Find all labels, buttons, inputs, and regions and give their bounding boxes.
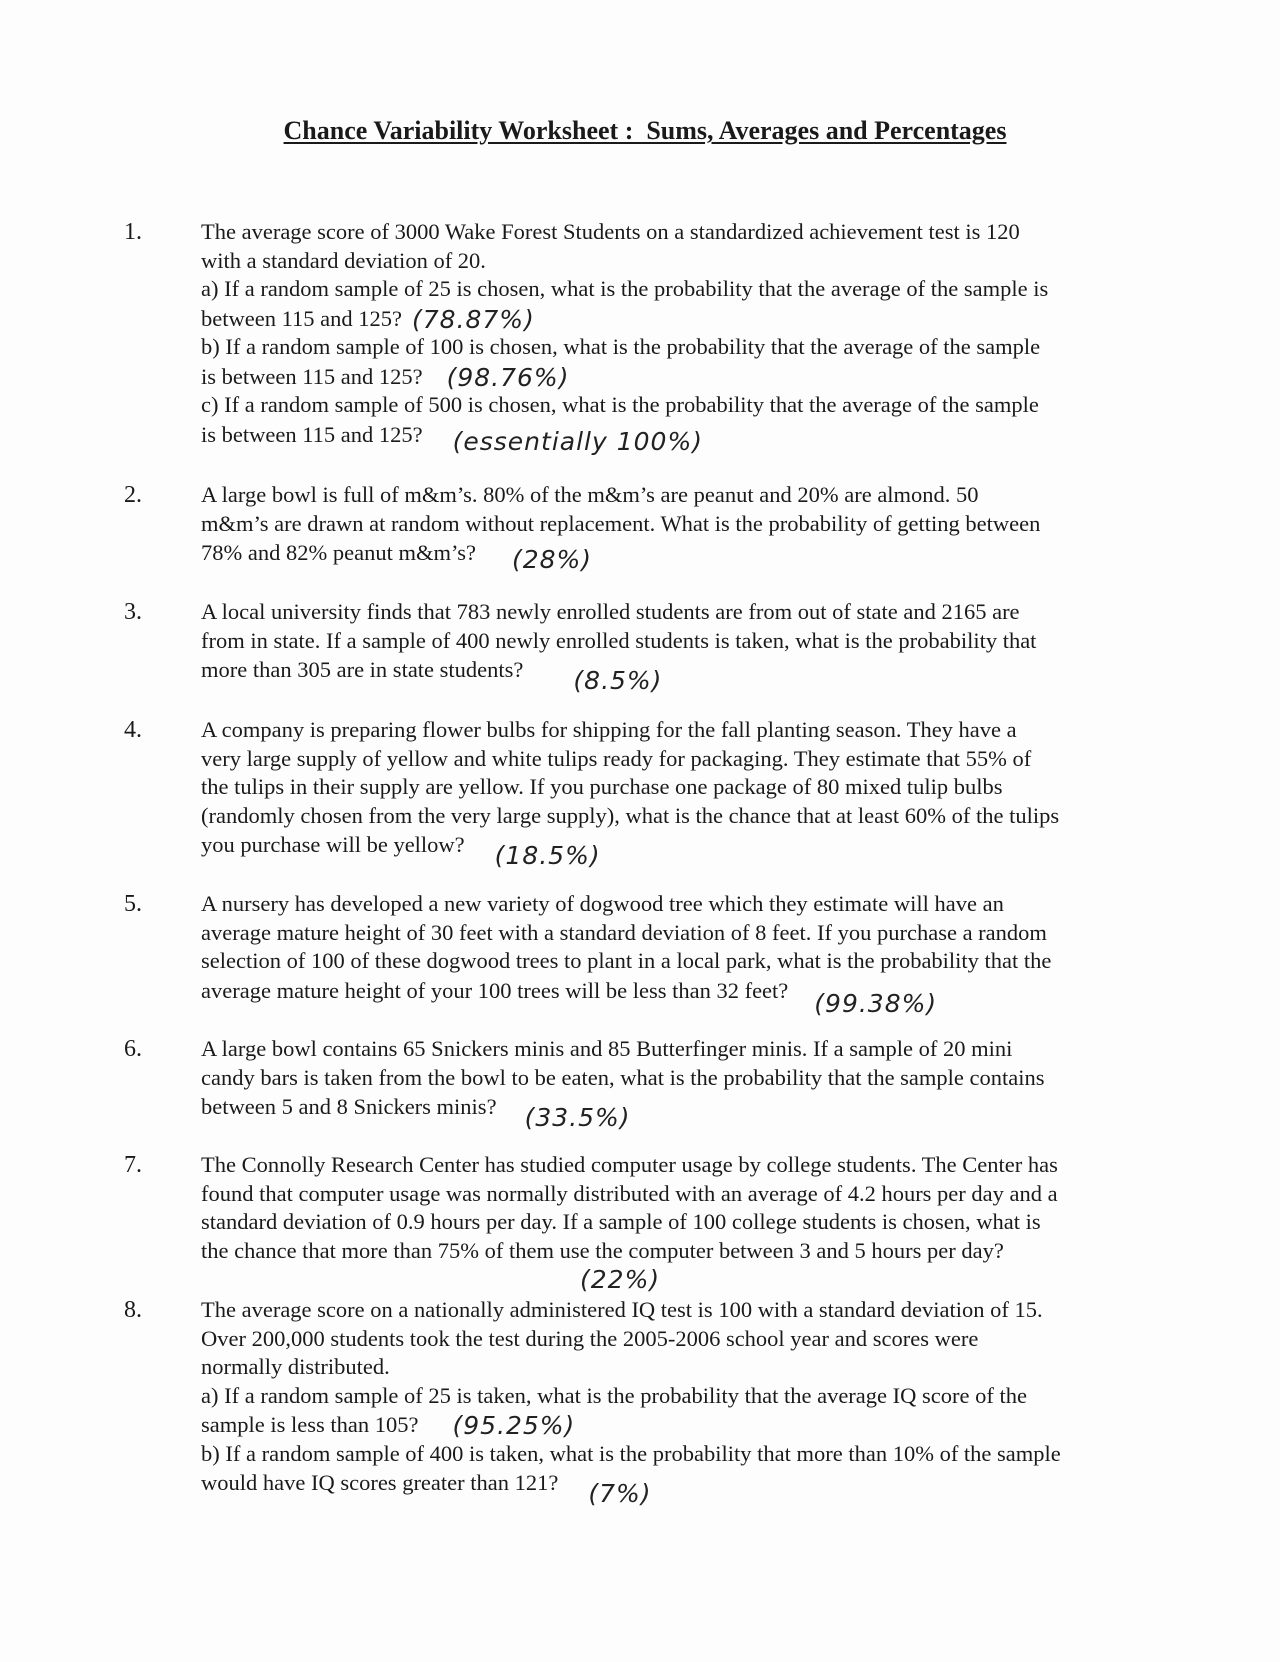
question-number: 3. <box>124 599 142 625</box>
handwritten-answer: (essentially 100%) <box>452 426 703 456</box>
handwritten-answer: (78.87%) <box>411 304 535 334</box>
question-line: sample is less than 105? (95.25%) <box>201 1411 576 1440</box>
question-text <box>201 598 1171 695</box>
question-line: from in state. If a sample of 400 newly enrolled students is taken, what is the probability that <box>201 627 1037 653</box>
handwritten-answer: (33.5%) <box>524 1103 631 1132</box>
handwritten-answer: (98.76%) <box>446 362 570 392</box>
handwritten-answer: (28%) <box>511 545 593 574</box>
question-number: 5. <box>124 891 142 917</box>
question-line: A company is preparing flower bulbs for shipping for the fall planting season. They have a <box>201 717 1017 742</box>
question-line: selection of 100 of these dogwood trees to plant in a local park, what is the probability that the <box>201 948 1052 973</box>
question-text <box>201 218 1171 456</box>
question-line: A local university finds that 783 newly enrolled students are from out of state and 2165 are <box>201 599 1020 624</box>
question-line: the tulips in their supply are yellow. If you purchase one package of 80 mixed tulip bulbs <box>201 774 1003 799</box>
question-line: between 5 and 8 Snickers minis? (33.5%) <box>201 1094 631 1132</box>
question-line: found that computer usage was normally distributed with an average of 4.2 hours per day and a <box>201 1180 1058 1206</box>
question-line: average mature height of 30 feet with a standard deviation of 8 feet. If you purchase a random <box>201 919 1047 945</box>
question-line: a) If a random sample of 25 is chosen, what is the probability that the average of the sample is <box>201 276 1049 301</box>
question-line: A large bowl is full of m&m’s. 80% of the m&m’s are peanut and 20% are almond. 50 <box>201 482 979 507</box>
question-number: 8. <box>124 1297 142 1323</box>
question-line: would have IQ scores greater than 121? (7%) <box>201 1470 652 1508</box>
question-line: The average score of 3000 Wake Forest Students on a standardized achievement test is 120 <box>201 219 1020 244</box>
question-line: you purchase will be yellow? (18.5%) <box>201 832 601 870</box>
question-line: is between 115 and 125? (essentially 100%) <box>201 421 703 456</box>
handwritten-answer: (8.5%) <box>573 666 663 695</box>
question-text <box>201 1035 1171 1132</box>
question-line: A large bowl contains 65 Snickers minis and 85 Butterfinger minis. If a sample of 20 mini <box>201 1036 1013 1061</box>
question-line: with a standard deviation of 20. <box>201 247 486 273</box>
question-line: a) If a random sample of 25 is taken, what is the probability that the average IQ score of the <box>201 1382 1027 1408</box>
question-text <box>201 890 1171 1018</box>
handwritten-answer: (18.5%) <box>494 841 601 870</box>
question-line: A nursery has developed a new variety of dogwood tree which they estimate will have an <box>201 891 1004 916</box>
question-line: The Connolly Research Center has studied computer usage by college students. The Center has <box>201 1152 1058 1177</box>
handwritten-answer: (22%) <box>580 1265 661 1294</box>
question-number: 4. <box>124 717 142 743</box>
question-line: The average score on a nationally administered IQ test is 100 with a standard deviation of 15. <box>201 1297 1043 1322</box>
question-line: b) If a random sample of 400 is taken, what is the probability that more than 10% of the sample <box>201 1440 1061 1466</box>
question-text <box>201 716 1171 870</box>
question-number: 2. <box>124 482 142 508</box>
question-line: standard deviation of 0.9 hours per day. If a sample of 100 college students is chosen, what is <box>201 1209 1041 1234</box>
question-line: very large supply of yellow and white tulips ready for packaging. They estimate that 55% of <box>201 745 1032 771</box>
question-text <box>201 1151 1171 1265</box>
question-line: average mature height of your 100 trees will be less than 32 feet? (99.38%) <box>201 977 938 1018</box>
question-line: is between 115 and 125? (98.76%) <box>201 362 570 392</box>
question-line: b) If a random sample of 100 is chosen, what is the probability that the average of the sample <box>201 334 1041 359</box>
question-text <box>201 1296 1171 1508</box>
question-number: 7. <box>124 1152 142 1178</box>
handwritten-answer: (7%) <box>588 1479 652 1508</box>
question-line: normally distributed. <box>201 1354 390 1379</box>
handwritten-answer: (99.38%) <box>814 988 938 1018</box>
question-line: candy bars is taken from the bowl to be eaten, what is the probability that the sample contains <box>201 1064 1045 1090</box>
question-text <box>201 481 1171 574</box>
question-number: 6. <box>124 1036 142 1062</box>
question-line: m&m’s are drawn at random without replacement. What is the probability of getting between <box>201 510 1041 536</box>
worksheet-title: Chance Variability Worksheet : Sums, Averages and Percentages <box>283 116 1007 145</box>
question-line: more than 305 are in state students? (8.5%) <box>201 657 663 695</box>
handwritten-answer: (95.25%) <box>452 1411 576 1440</box>
question-number: 1. <box>124 219 142 245</box>
question-line: 78% and 82% peanut m&m’s? (28%) <box>201 540 593 574</box>
question-line: the chance that more than 75% of them use the computer between 3 and 5 hours per day? <box>201 1237 1004 1263</box>
question-line: (randomly chosen from the very large supply), what is the chance that at least 60% of the tulips <box>201 802 1060 828</box>
question-line: c) If a random sample of 500 is chosen, what is the probability that the average of the sample <box>201 392 1039 417</box>
question-line: between 115 and 125? (78.87%) <box>201 304 535 334</box>
question-line: Over 200,000 students took the test during the 2005-2006 school year and scores were <box>201 1325 979 1351</box>
